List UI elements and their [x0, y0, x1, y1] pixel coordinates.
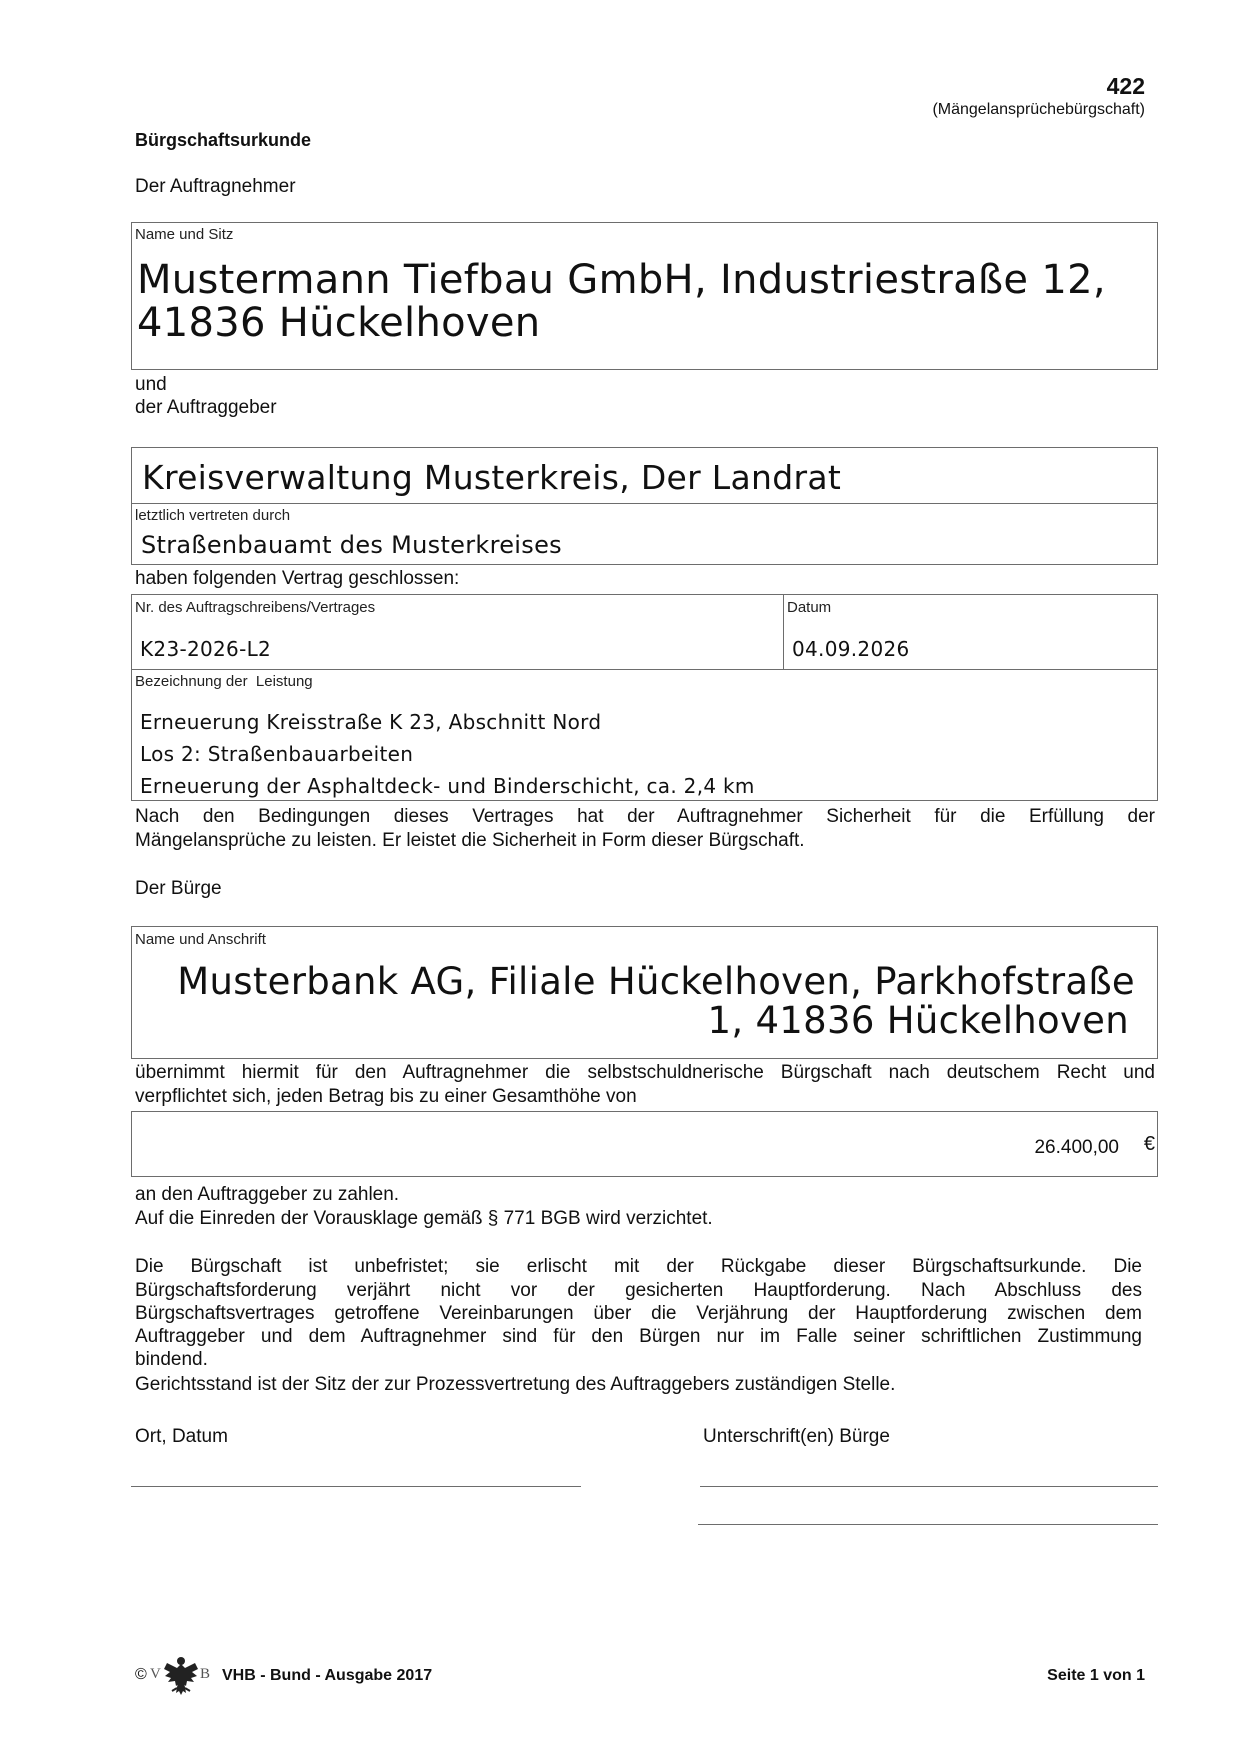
place-date-label: Ort, Datum	[135, 1426, 228, 1447]
logo-letter-right: B	[200, 1666, 211, 1682]
signature-line-1[interactable]	[700, 1486, 1158, 1487]
logo-letter-left: V	[150, 1666, 161, 1682]
client-intro: der Auftraggeber	[135, 397, 277, 418]
contractor-name-line1: Mustermann Tiefbau GmbH, Industriestraße 12,	[137, 257, 1106, 303]
terms-line-5: bindend.	[135, 1349, 208, 1370]
client-divider	[132, 503, 1157, 504]
terms-line-3: Bürgschaftsvertrages getroffene Vereinbarungen über die Verjährung der Hauptforderung zwischen dem	[135, 1303, 1142, 1324]
amount-value: 26.400,00	[1034, 1137, 1119, 1158]
contract-date-label: Datum	[787, 599, 832, 616]
conditions-line-2: Mängelansprüche zu leisten. Er leistet die Sicherheit in Form dieser Bürgschaft.	[135, 830, 805, 851]
contractor-label: Name und Sitz	[135, 226, 234, 243]
form-subtitle: (Mängelansprüchebürgschaft)	[932, 101, 1145, 118]
and-text: und	[135, 374, 167, 395]
guarantor-name-line1: Musterbank AG, Filiale Hückelhoven, Parkhofstraße	[177, 960, 1135, 1003]
edition-text: VHB - Bund - Ausgabe 2017	[222, 1667, 433, 1684]
signature-line-2[interactable]	[698, 1524, 1158, 1525]
document-title: Bürgschaftsurkunde	[135, 130, 312, 150]
represented-label: letztlich vertreten durch	[135, 507, 291, 524]
contract-box	[131, 594, 1158, 801]
copyright-symbol: ©	[135, 1666, 147, 1683]
payment-line-1: an den Auftraggeber zu zahlen.	[135, 1184, 400, 1205]
place-date-line[interactable]	[131, 1486, 581, 1487]
guarantor-label: Name und Anschrift	[135, 931, 266, 948]
contract-number-label: Nr. des Auftragschreibens/Vertrages	[135, 599, 376, 616]
eagle-icon	[163, 1655, 199, 1697]
page-number: Seite 1 von 1	[1047, 1667, 1145, 1684]
contract-date: 04.09.2026	[792, 637, 910, 661]
service-line-1: Erneuerung Kreisstraße K 23, Abschnitt Nord	[140, 710, 602, 734]
guarantor-intro: Der Bürge	[135, 878, 222, 899]
amount-box	[131, 1111, 1158, 1177]
payment-line-2: Auf die Einreden der Vorausklage gemäß § 771 BGB wird verzichtet.	[135, 1208, 713, 1229]
obligation-line-1: übernimmt hiermit für den Auftragnehmer die selbstschuldnerische Bürgschaft nach deutschem Recht und	[135, 1062, 1155, 1083]
terms-line-2: Bürgschaftsforderung verjährt nicht vor der gesicherten Hauptforderung. Nach Abschluss des	[135, 1280, 1142, 1301]
contractor-box	[131, 222, 1158, 370]
contract-row-divider	[132, 669, 1157, 670]
signature-label: Unterschrift(en) Bürge	[703, 1426, 890, 1447]
contract-column-divider	[783, 595, 784, 669]
service-line-3: Erneuerung der Asphaltdeck- und Binderschicht, ca. 2,4 km	[140, 774, 755, 798]
currency-symbol: €	[1143, 1133, 1155, 1155]
conditions-line-1: Nach den Bedingungen dieses Vertrages hat der Auftragnehmer Sicherheit für die Erfüllung der	[135, 806, 1155, 827]
guarantor-box	[131, 926, 1158, 1059]
contractor-intro: Der Auftragnehmer	[135, 176, 296, 197]
represented-by: Straßenbauamt des Musterkreises	[141, 531, 562, 559]
vhb-logo	[150, 1655, 212, 1697]
contractor-name-line2: 41836 Hückelhoven	[137, 300, 541, 346]
contract-number: K23-2026-L2	[140, 637, 272, 661]
contract-intro: haben folgenden Vertrag geschlossen:	[135, 568, 460, 589]
terms-line-4: Auftraggeber und dem Auftragnehmer sind für den Bürgen nur im Falle seiner schriftlichen Zustimmung	[135, 1326, 1142, 1347]
client-box	[131, 447, 1158, 565]
service-line-2: Los 2: Straßenbauarbeiten	[140, 742, 414, 766]
service-label: Bezeichnung der Leistung	[135, 673, 313, 690]
client-name: Kreisverwaltung Musterkreis, Der Landrat	[142, 458, 842, 497]
terms-line-1: Die Bürgschaft ist unbefristet; sie erlischt mit der Rückgabe dieser Bürgschaftsurkunde. Die	[135, 1256, 1142, 1277]
jurisdiction-text: Gerichtsstand ist der Sitz der zur Prozessvertretung des Auftraggebers zuständigen Stelle.	[135, 1374, 896, 1395]
obligation-line-2: verpflichtet sich, jeden Betrag bis zu einer Gesamthöhe von	[135, 1086, 637, 1107]
form-number: 422	[1106, 73, 1145, 99]
guarantor-name-line2: 1, 41836 Hückelhoven	[707, 999, 1129, 1042]
